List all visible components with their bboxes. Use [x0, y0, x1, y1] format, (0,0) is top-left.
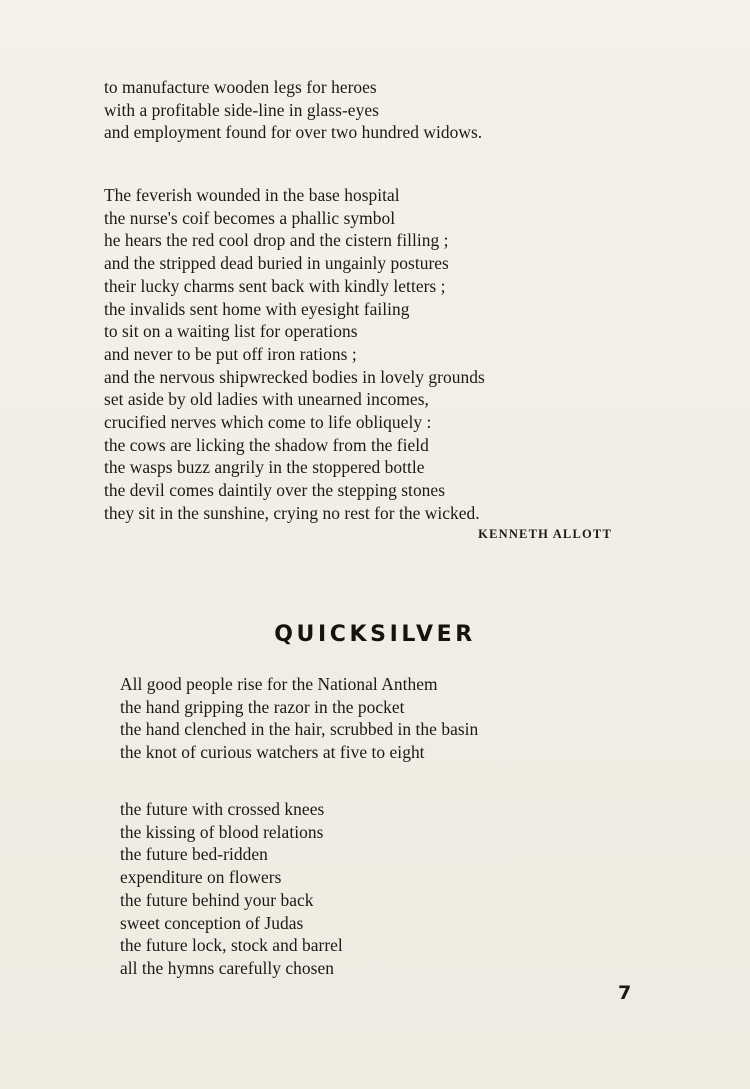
verse-line: the invalids sent home with eyesight failing: [104, 298, 410, 319]
verse-line: with a profitable side-line in glass-eyes: [104, 99, 379, 120]
verse-line: the hand gripping the razor in the pocket: [120, 696, 405, 717]
verse-line: the wasps buzz angrily in the stoppered bottle: [104, 457, 425, 478]
verse-line: and never to be put off iron rations ;: [104, 343, 357, 364]
verse-line: their lucky charms sent back with kindly letters ;: [104, 275, 446, 296]
verse-line: the future with crossed knees: [120, 799, 325, 819]
verse-line: the future lock, stock and barrel: [120, 935, 343, 956]
verse-line: all the hymns carefully chosen: [120, 957, 334, 978]
poem1-stanza1: [104, 76, 482, 144]
verse-line: the future bed-ridden: [120, 844, 268, 865]
verse-line: All good people rise for the National Anthem: [120, 674, 438, 694]
author-name: KENNETH ALLOTT: [478, 527, 612, 541]
page-number: 7: [618, 982, 632, 1004]
verse-line: and the stripped dead buried in ungainly postures: [104, 253, 449, 274]
poem1-stanza2: [104, 184, 485, 525]
verse-line: the cows are licking the shadow from the field: [104, 434, 429, 455]
verse-line: and employment found for over two hundred widows.: [104, 122, 483, 143]
verse-line: to sit on a waiting list for operations: [104, 321, 358, 342]
verse-line: the future behind your back: [120, 889, 314, 910]
verse-line: to manufacture wooden legs for heroes: [104, 77, 377, 97]
poem2-stanza1: [120, 673, 478, 764]
verse-line: crucified nerves which come to life obliquely :: [104, 412, 432, 433]
verse-line: the devil comes daintily over the stepping stones: [104, 480, 446, 501]
verse-line: they sit in the sunshine, crying no rest for the wicked.: [104, 502, 480, 523]
verse-line: the hand clenched in the hair, scrubbed in the basin: [120, 719, 479, 740]
verse-line: the nurse's coif becomes a phallic symbol: [104, 207, 396, 228]
verse-line: expenditure on flowers: [120, 867, 282, 888]
verse-line: and the nervous shipwrecked bodies in lovely grounds: [104, 366, 485, 387]
verse-line: he hears the red cool drop and the cistern filling ;: [104, 230, 449, 251]
poem-title: QUICKSILVER: [274, 622, 476, 647]
poem2-stanza2: [120, 798, 343, 980]
verse-line: sweet conception of Judas: [120, 912, 304, 933]
verse-line: set aside by old ladies with unearned incomes,: [104, 389, 429, 410]
verse-line: The feverish wounded in the base hospital: [104, 185, 400, 205]
verse-line: the kissing of blood relations: [120, 821, 324, 842]
verse-line: the knot of curious watchers at five to eight: [120, 742, 425, 763]
